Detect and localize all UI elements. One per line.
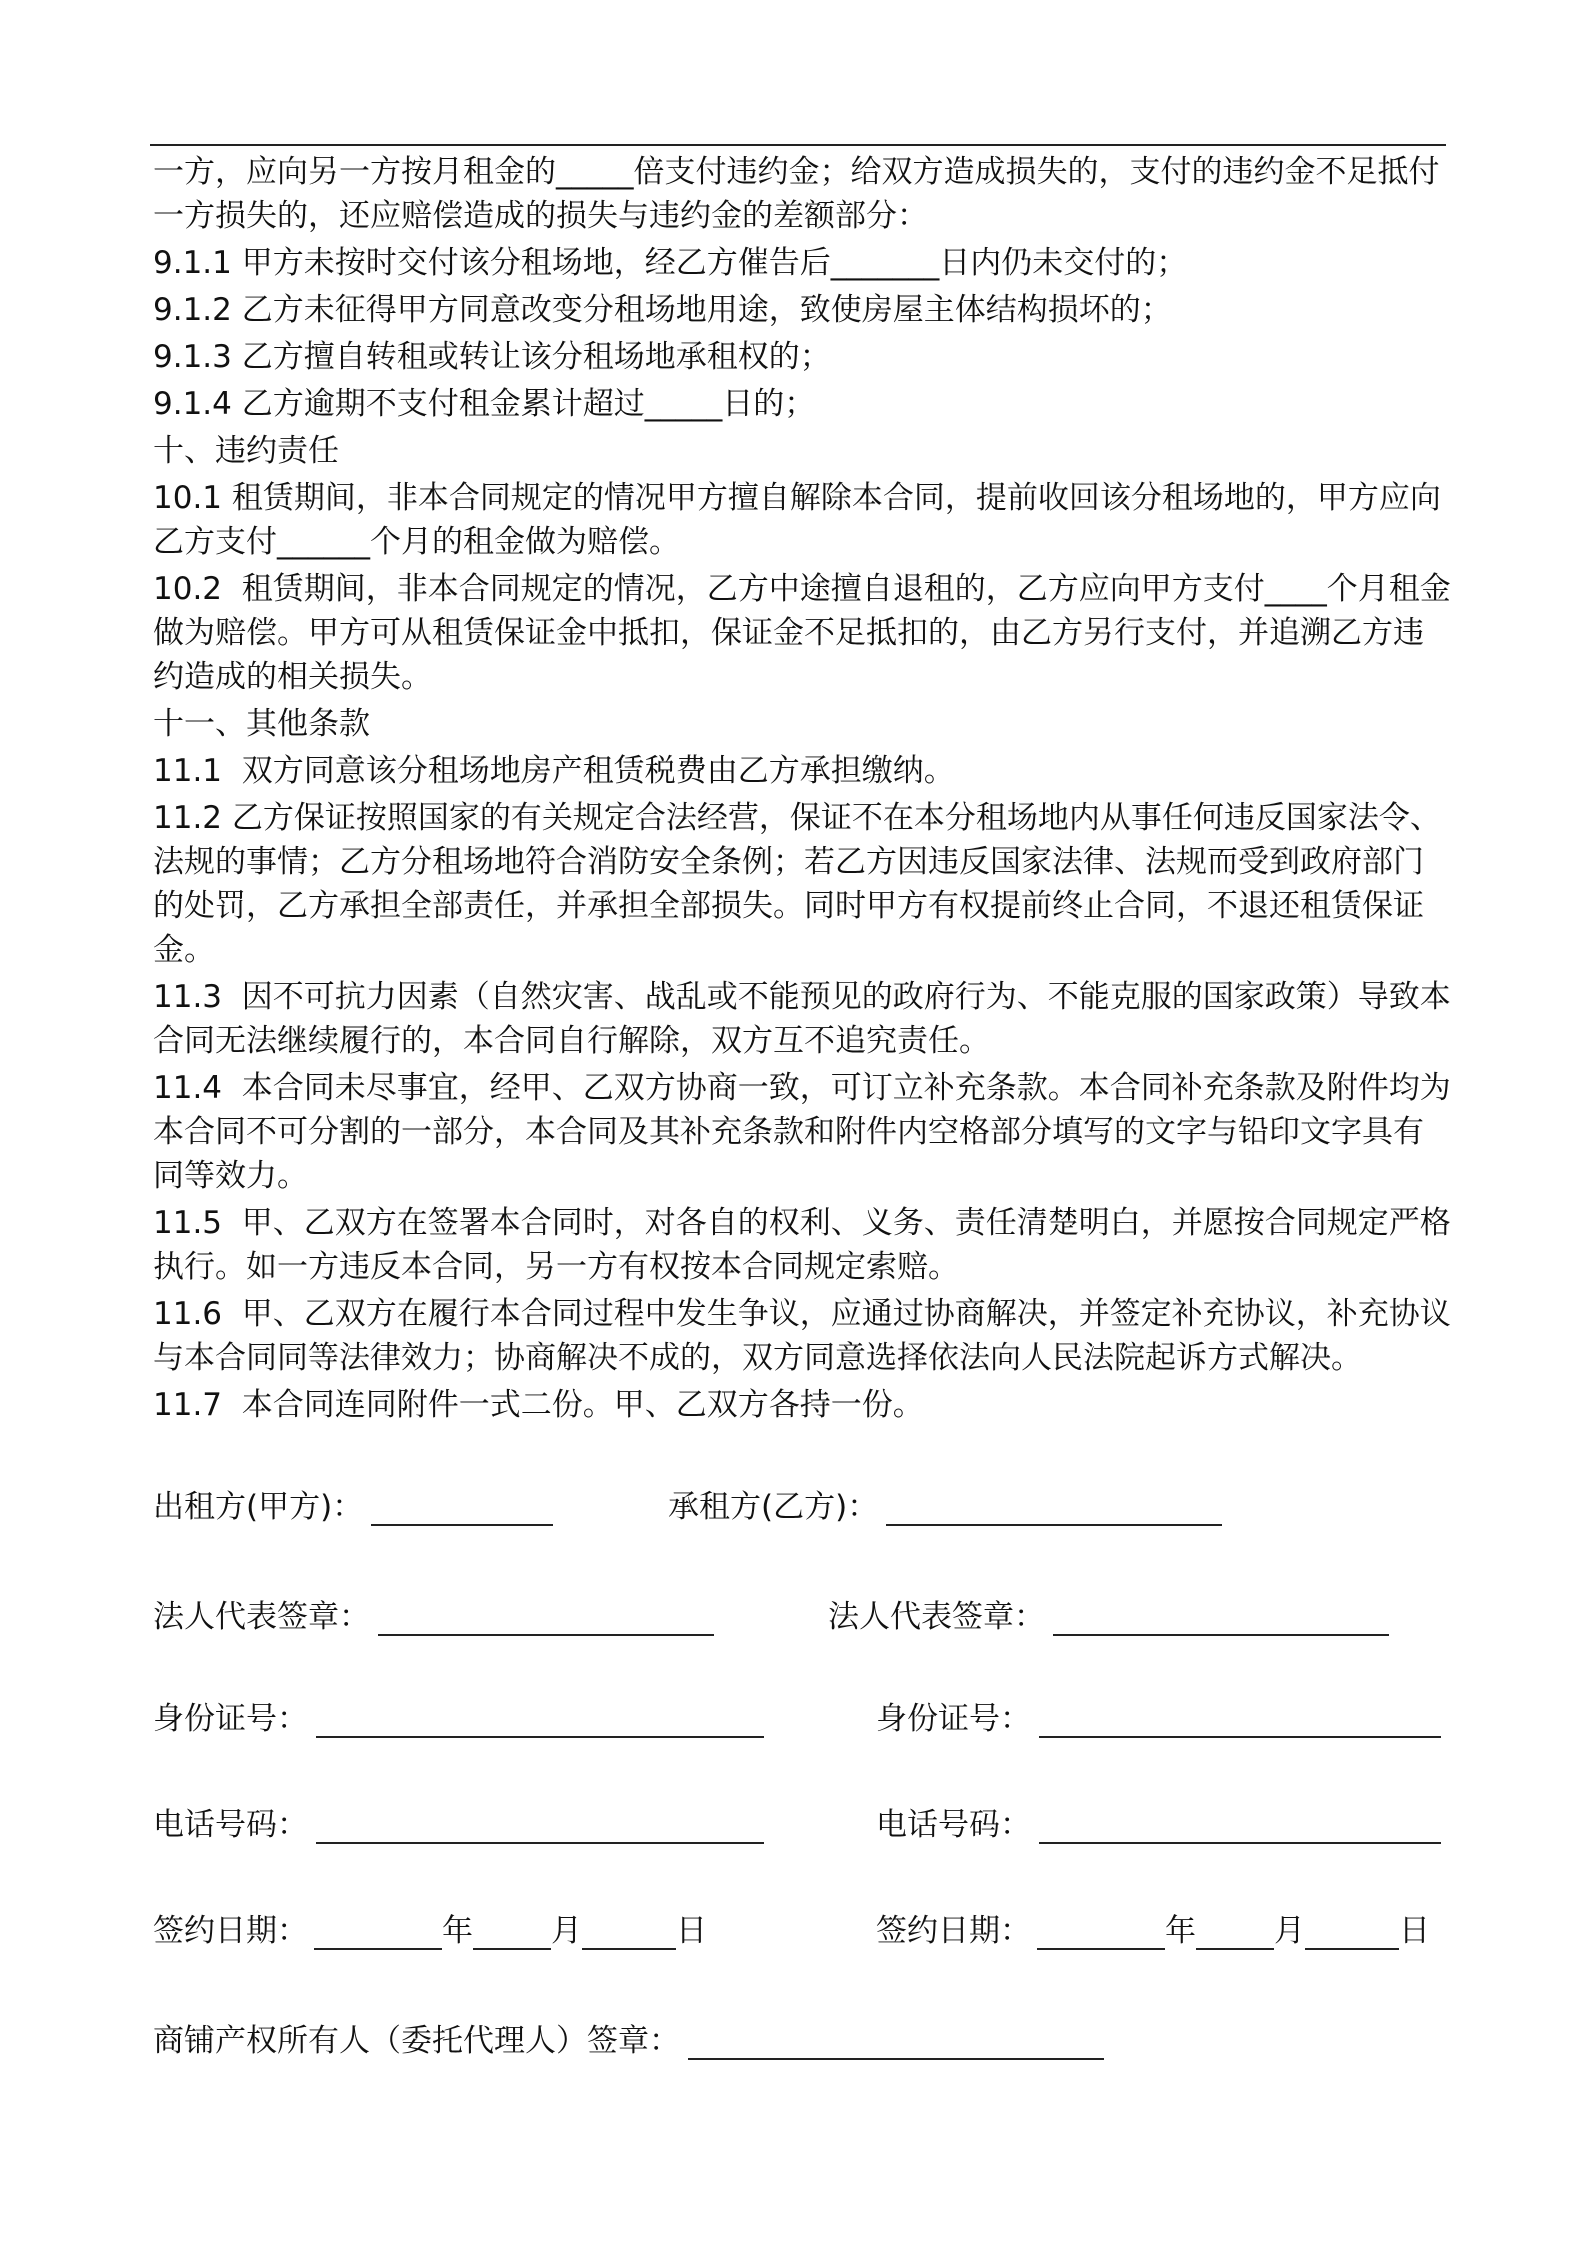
- year-blank-b[interactable]: [1037, 1912, 1165, 1950]
- year-unit-b: 年: [1165, 1913, 1196, 1949]
- clause-paragraph: 11.6 甲、乙双方在履行本合同过程中发生争议，应通过协商解决，并签定补充协议，补充协议与本合同同等法律效力；协商解决不成的，双方同意选择依法向人民法院起诉方式解决。: [153, 1296, 1451, 1376]
- id-row: [0, 1690, 1586, 1738]
- date-label-b: 签约日期：: [876, 1913, 1031, 1949]
- id-blank-b[interactable]: [1039, 1700, 1441, 1738]
- lessee-label: 承租方(乙方)：: [668, 1489, 879, 1525]
- month-blank-b[interactable]: [1196, 1912, 1274, 1950]
- year-blank-a[interactable]: [314, 1912, 442, 1950]
- date-field-a: [153, 1902, 707, 1950]
- rep-field-a: [153, 1588, 714, 1636]
- clause-paragraph: 11.1 双方同意该分租场地房产租赁税费由乙方承担缴纳。: [153, 753, 955, 789]
- rep-label-a: 法人代表签章：: [153, 1599, 370, 1635]
- owner-row: [0, 2012, 1586, 2060]
- clause-paragraph: 9.1.4 乙方逾期不支付租金累计超过_____日的；: [153, 386, 816, 422]
- date-label-a: 签约日期：: [153, 1913, 308, 1949]
- date-field-b: [876, 1902, 1430, 1950]
- id-label-a: 身份证号：: [153, 1701, 308, 1737]
- clause-paragraph: 11.7 本合同连同附件一式二份。甲、乙双方各持一份。: [153, 1387, 924, 1423]
- party-row: [0, 1478, 1586, 1526]
- phone-blank-a[interactable]: [316, 1806, 764, 1844]
- header-rule: [150, 144, 1446, 146]
- id-field-b: [876, 1690, 1441, 1738]
- owner-blank[interactable]: [688, 2022, 1104, 2060]
- owner-field: [153, 2012, 1104, 2060]
- rep-label-b: 法人代表签章：: [828, 1599, 1045, 1635]
- rep-blank-a[interactable]: [378, 1598, 714, 1636]
- lessor-blank[interactable]: [371, 1488, 553, 1526]
- month-blank-a[interactable]: [473, 1912, 551, 1950]
- clause-paragraph: 10.1 租赁期间，非本合同规定的情况甲方擅自解除本合同，提前收回该分租场地的，甲方应向乙方支付______个月的租金做为赔偿。: [153, 480, 1441, 560]
- owner-label: 商铺产权所有人（委托代理人）签章：: [153, 2023, 680, 2059]
- phone-blank-b[interactable]: [1039, 1806, 1441, 1844]
- clause-paragraph: 9.1.1 甲方未按时交付该分租场地，经乙方催告后_______日内仍未交付的；: [153, 245, 1188, 281]
- day-unit-b: 日: [1399, 1913, 1430, 1949]
- clause-paragraph: 11.3 因不可抗力因素（自然灾害、战乱或不能预见的政府行为、不能克服的国家政策）导致本合同无法继续履行的，本合同自行解除，双方互不追究责任。: [153, 979, 1451, 1059]
- clause-paragraph: 10.2 租赁期间，非本合同规定的情况，乙方中途擅自退租的，乙方应向甲方支付____个月租金做为赔偿。甲方可从租赁保证金中抵扣，保证金不足抵扣的，由乙方另行支付，并追溯乙方违约造成的相关损失。: [153, 571, 1451, 695]
- representative-row: [0, 1588, 1586, 1636]
- lessor-label: 出租方(甲方)：: [153, 1489, 364, 1525]
- phone-label-a: 电话号码：: [153, 1807, 308, 1843]
- phone-label-b: 电话号码：: [876, 1807, 1031, 1843]
- id-label-b: 身份证号：: [876, 1701, 1031, 1737]
- section-heading: 十一、其他条款: [153, 706, 370, 742]
- clause-paragraph: 9.1.3 乙方擅自转租或转让该分租场地承租权的；: [153, 339, 831, 375]
- lessee-blank[interactable]: [886, 1488, 1222, 1526]
- clause-paragraph: 11.5 甲、乙双方在签署本合同时，对各自的权利、义务、责任清楚明白，并愿按合同规定严格执行。如一方违反本合同，另一方有权按本合同规定索赔。: [153, 1205, 1451, 1285]
- phone-field-a: [153, 1796, 764, 1844]
- contract-clauses: [153, 150, 1453, 1427]
- date-row: [0, 1902, 1586, 1950]
- year-unit-a: 年: [442, 1913, 473, 1949]
- lessor-field: [153, 1478, 553, 1526]
- clause-paragraph: 11.4 本合同未尽事宜，经甲、乙双方协商一致，可订立补充条款。本合同补充条款及附件均为本合同不可分割的一部分，本合同及其补充条款和附件内空格部分填写的文字与铅印文字具有同等效力。: [153, 1070, 1451, 1194]
- clause-paragraph: 9.1.2 乙方未征得甲方同意改变分租场地用途，致使房屋主体结构损坏的；: [153, 292, 1172, 328]
- day-unit-a: 日: [676, 1913, 707, 1949]
- day-blank-b[interactable]: [1305, 1912, 1399, 1950]
- rep-blank-b[interactable]: [1053, 1598, 1389, 1636]
- id-field-a: [153, 1690, 764, 1738]
- phone-field-b: [876, 1796, 1441, 1844]
- month-unit-b: 月: [1274, 1913, 1305, 1949]
- lessee-field: [668, 1478, 1222, 1526]
- phone-row: [0, 1796, 1586, 1844]
- month-unit-a: 月: [551, 1913, 582, 1949]
- rep-field-b: [828, 1588, 1389, 1636]
- section-heading: 十、违约责任: [153, 433, 339, 469]
- clause-paragraph: 一方，应向另一方按月租金的_____倍支付违约金；给双方造成损失的，支付的违约金不足抵付一方损失的，还应赔偿造成的损失与违约金的差额部分：: [153, 154, 1440, 234]
- id-blank-a[interactable]: [316, 1700, 764, 1738]
- clause-paragraph: 11.2 乙方保证按照国家的有关规定合法经营，保证不在本分租场地内从事任何违反国家法令、法规的事情；乙方分租场地符合消防安全条例；若乙方因违反国家法律、法规而受到政府部门的处罚，乙方承担全部责任，并承担全部损失。同时甲方有权提前终止合同，不退还租赁保证金。: [153, 800, 1441, 968]
- day-blank-a[interactable]: [582, 1912, 676, 1950]
